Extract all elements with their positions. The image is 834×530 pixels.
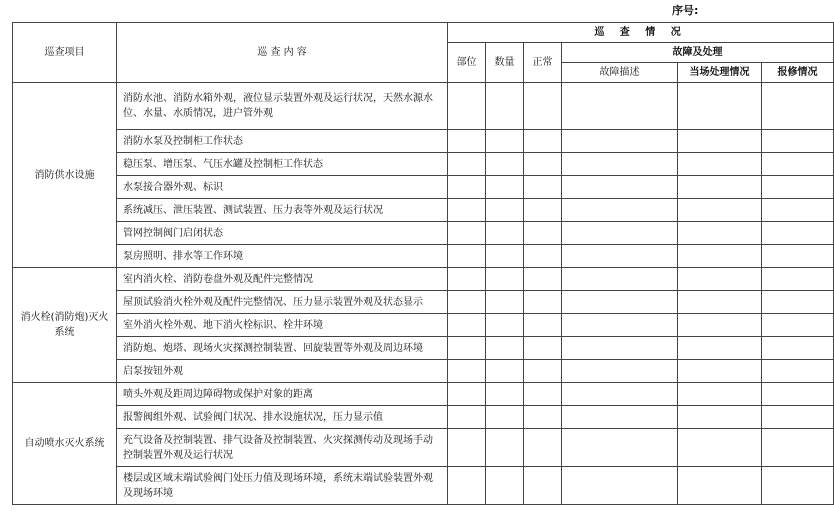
entry-cell[interactable] (448, 467, 486, 505)
entry-cell[interactable] (524, 199, 562, 222)
entry-cell[interactable] (762, 406, 834, 429)
entry-cell[interactable] (562, 153, 678, 176)
entry-cell[interactable] (486, 360, 524, 383)
entry-cell[interactable] (678, 83, 762, 130)
entry-cell[interactable] (562, 314, 678, 337)
entry-cell[interactable] (448, 314, 486, 337)
entry-cell[interactable] (678, 130, 762, 153)
inspection-item: 消防水池、消防水箱外观，液位显示装置外观及运行状况，天然水源水位、水量、水质情况，进户管外观 (117, 83, 448, 130)
entry-cell[interactable] (524, 268, 562, 291)
entry-cell[interactable] (524, 406, 562, 429)
header-content: 巡 查 内 容 (117, 23, 448, 83)
header-location: 部位 (448, 43, 486, 83)
entry-cell[interactable] (562, 268, 678, 291)
entry-cell[interactable] (562, 83, 678, 130)
table-row (13, 291, 834, 314)
entry-cell[interactable] (524, 337, 562, 360)
entry-cell[interactable] (524, 130, 562, 153)
inspection-form-table (12, 22, 834, 505)
entry-cell[interactable] (562, 383, 678, 406)
entry-cell[interactable] (448, 337, 486, 360)
table-row (13, 199, 834, 222)
entry-cell[interactable] (486, 176, 524, 199)
entry-cell[interactable] (486, 406, 524, 429)
entry-cell[interactable] (486, 83, 524, 130)
entry-cell[interactable] (678, 176, 762, 199)
entry-cell[interactable] (524, 83, 562, 130)
entry-cell[interactable] (562, 360, 678, 383)
entry-cell[interactable] (524, 291, 562, 314)
entry-cell[interactable] (762, 176, 834, 199)
entry-cell[interactable] (562, 337, 678, 360)
inspection-item: 泵房照明、排水等工作环境 (117, 245, 448, 268)
entry-cell[interactable] (678, 360, 762, 383)
entry-cell[interactable] (486, 337, 524, 360)
entry-cell[interactable] (524, 222, 562, 245)
inspection-item: 系统减压、泄压装置、测试装置、压力表等外观及运行状况 (117, 199, 448, 222)
header-situation: 巡 查 情 况 (448, 23, 834, 43)
table-row (13, 83, 834, 130)
inspection-item: 屋顶试验消火栓外观及配件完整情况、压力显示装置外观及状态显示 (117, 291, 448, 314)
entry-cell[interactable] (448, 199, 486, 222)
entry-cell[interactable] (562, 429, 678, 467)
entry-cell[interactable] (562, 467, 678, 505)
entry-cell[interactable] (448, 83, 486, 130)
entry-cell[interactable] (562, 176, 678, 199)
entry-cell[interactable] (448, 406, 486, 429)
table-row (13, 383, 834, 406)
entry-cell[interactable] (524, 360, 562, 383)
entry-cell[interactable] (448, 222, 486, 245)
entry-cell[interactable] (448, 383, 486, 406)
entry-cell[interactable] (524, 314, 562, 337)
entry-cell[interactable] (678, 245, 762, 268)
table-row (13, 406, 834, 429)
entry-cell[interactable] (486, 467, 524, 505)
entry-cell[interactable] (448, 153, 486, 176)
entry-cell[interactable] (678, 337, 762, 360)
entry-cell[interactable] (524, 153, 562, 176)
entry-cell[interactable] (562, 222, 678, 245)
table-row (13, 130, 834, 153)
entry-cell[interactable] (762, 83, 834, 130)
entry-cell[interactable] (678, 467, 762, 505)
entry-cell[interactable] (486, 130, 524, 153)
header-quantity: 数量 (486, 43, 524, 83)
table-row (13, 314, 834, 337)
entry-cell[interactable] (448, 245, 486, 268)
entry-cell[interactable] (678, 406, 762, 429)
table-row (13, 429, 834, 467)
entry-cell[interactable] (678, 268, 762, 291)
entry-cell[interactable] (448, 360, 486, 383)
entry-cell[interactable] (678, 314, 762, 337)
entry-cell[interactable] (678, 383, 762, 406)
entry-cell[interactable] (524, 429, 562, 467)
header-fault-desc: 故障描述 (562, 63, 678, 83)
table-row (13, 337, 834, 360)
entry-cell[interactable] (762, 314, 834, 337)
entry-cell[interactable] (762, 291, 834, 314)
entry-cell[interactable] (762, 383, 834, 406)
header-onsite: 当场处理情况 (678, 63, 762, 83)
inspection-item: 稳压泵、增压泵、气压水罐及控制柜工作状态 (117, 153, 448, 176)
entry-cell[interactable] (762, 429, 834, 467)
entry-cell[interactable] (562, 291, 678, 314)
entry-cell[interactable] (678, 199, 762, 222)
entry-cell[interactable] (762, 245, 834, 268)
category-cell: 消火栓(消防炮)灭火系统 (13, 268, 117, 383)
inspection-item: 喷头外观及距周边障碍物或保护对象的距离 (117, 383, 448, 406)
entry-cell[interactable] (562, 406, 678, 429)
entry-cell[interactable] (486, 383, 524, 406)
entry-cell[interactable] (448, 429, 486, 467)
entry-cell[interactable] (524, 245, 562, 268)
header-project: 巡查项目 (13, 23, 117, 83)
entry-cell[interactable] (524, 383, 562, 406)
entry-cell[interactable] (486, 268, 524, 291)
category-cell: 自动喷水灭火系统 (13, 383, 117, 505)
entry-cell[interactable] (448, 130, 486, 153)
table-row (13, 222, 834, 245)
category-cell: 消防供水设施 (13, 83, 117, 268)
inspection-item: 楼层或区域末端试验阀门处压力值及现场环境，系统末端试验装置外观及现场环境 (117, 467, 448, 505)
inspection-item: 消防炮、炮塔、现场火灾探测控制装置、回旋装置等外观及周边环境 (117, 337, 448, 360)
entry-cell[interactable] (762, 467, 834, 505)
entry-cell[interactable] (486, 199, 524, 222)
entry-cell[interactable] (762, 360, 834, 383)
entry-cell[interactable] (448, 268, 486, 291)
form-body (13, 83, 834, 505)
entry-cell[interactable] (486, 222, 524, 245)
entry-cell[interactable] (486, 153, 524, 176)
inspection-item: 室外消火栓外观、地下消火栓标识、栓井环境 (117, 314, 448, 337)
entry-cell[interactable] (448, 291, 486, 314)
entry-cell[interactable] (762, 337, 834, 360)
table-row (13, 176, 834, 199)
entry-cell[interactable] (678, 222, 762, 245)
entry-cell[interactable] (762, 268, 834, 291)
inspection-item: 管网控制阀门启闭状态 (117, 222, 448, 245)
inspection-item: 水泵接合器外观、标识 (117, 176, 448, 199)
entry-cell[interactable] (562, 130, 678, 153)
inspection-item: 室内消火栓、消防卷盘外观及配件完整情况 (117, 268, 448, 291)
inspection-item: 充气设备及控制装置、排气设备及控制装置、火灾探测传动及现场手动控制装置外观及运行状况 (117, 429, 448, 467)
entry-cell[interactable] (762, 130, 834, 153)
entry-cell[interactable] (762, 199, 834, 222)
header-repair: 报修情况 (762, 63, 834, 83)
entry-cell[interactable] (562, 245, 678, 268)
inspection-item: 启泵按钮外观 (117, 360, 448, 383)
entry-cell[interactable] (524, 176, 562, 199)
table-row (13, 360, 834, 383)
entry-cell[interactable] (678, 153, 762, 176)
header-fault-handling: 故障及处理 (562, 43, 834, 63)
entry-cell[interactable] (486, 314, 524, 337)
table-row (13, 467, 834, 505)
entry-cell[interactable] (678, 429, 762, 467)
entry-cell[interactable] (524, 467, 562, 505)
table-row (13, 245, 834, 268)
entry-cell[interactable] (486, 245, 524, 268)
inspection-item: 消防水泵及控制柜工作状态 (117, 130, 448, 153)
entry-cell[interactable] (762, 153, 834, 176)
serial-number-label: 序号: (672, 4, 699, 17)
entry-cell[interactable] (678, 291, 762, 314)
inspection-item: 报警阀组外观、试验阀门状况、排水设施状况，压力显示值 (117, 406, 448, 429)
entry-cell[interactable] (486, 429, 524, 467)
header-normal: 正常 (524, 43, 562, 83)
entry-cell[interactable] (448, 176, 486, 199)
entry-cell[interactable] (486, 291, 524, 314)
entry-cell[interactable] (562, 199, 678, 222)
table-row (13, 268, 834, 291)
entry-cell[interactable] (762, 222, 834, 245)
table-row (13, 153, 834, 176)
